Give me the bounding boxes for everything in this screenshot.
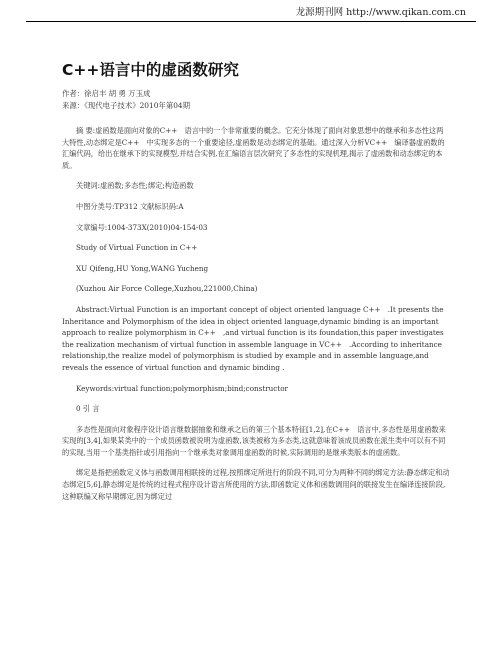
header-rule — [26, 21, 476, 22]
paragraph-2: 绑定是指把函数定义体与函数调用相联接的过程,按照绑定所进行的阶段不同,可分为两种不同的绑定方法:静态绑定和动态绑定[5,6],静态绑定是传统的过程式程序设计语言所使用的方法,即函数定义体和函数调用间的联接发生在编译连接阶段,这种联编又称早期绑定,因为绑定过 — [62, 468, 450, 501]
article-body — [62, 58, 450, 502]
article-number: 文章编号:1004-373X(2010)04-154-03 — [76, 222, 208, 232]
paragraph-1: 多态性是面向对象程序设计语言继数据抽象和继承之后的第三个基本特征[1,2],在C++ 语言中,多态性是用虚函数来实现的[3,4],如果某类中的一个成员函数被说明为虚函数,该类被称为多态类,这就意味着该成员函数在派生类中可以有不同的实现,当用一个基类指针或引用指向一个继承类对象调用虚函数的时候,实际调用的是继承类版本的虚函数。 — [62, 424, 446, 457]
article-title: C++语言中的虚函数研究 — [62, 61, 239, 79]
authors-en: XU Qifeng,HU Yong,WANG Yucheng — [76, 263, 209, 273]
source-line: 来源：《现代电子技术》2010年第04期 — [62, 101, 190, 110]
section-heading: 0 引 言 — [76, 404, 100, 414]
authors-line: 作者：徐启丰 胡 勇 万玉成 — [62, 89, 151, 98]
title-en: Study of Virtual Function in C++ — [76, 243, 198, 253]
affiliation-en: (Xuzhou Air Force College,Xuzhou,221000,China) — [76, 284, 258, 294]
clc-number: 中图分类号:TP312 文献标识码:A — [76, 201, 184, 211]
keywords-cn: 关键词:虚函数;多态性;绑定;构造函数 — [76, 181, 194, 191]
abstract-en: Abstract:Virtual Function is an important concept of object oriented language C++ .It presents the Inheritance and Polymorphism of the idea in object oriented language,dynamic binding is an important approach to realize polymorphism in C++ ,and virtual function is its foundation,this paper investigates the realization mechanism of virtual function in assemble language in VC++ .According to inheritance relationship,the realize model of polymorphism is studied by example and in assemble language,and reveals the essence of virtual function and dynamic binding . — [62, 304, 444, 372]
abstract-cn: 摘 要:虚函数是面向对象的C++ 语言中的一个非常重要的概念。它充分体现了面向对象思想中的继承和多态性这两大特性,动态绑定是C++ 中实现多态的一个重要途径,虚函数是动态绑定的基础。通过深入分析VC++ 编译器虚函数的汇编代码，给出在继承下的实现模型,并结合实例,在汇编语言层次研究了多态性的实现机理,揭示了虚函数和动态绑定的本质。 — [62, 126, 445, 170]
keywords-en: Keywords:virtual function;polymorphism;bind;constructor — [76, 383, 288, 393]
site-header: 龙源期刊网 http://www.qikan.com.cn — [295, 7, 466, 18]
